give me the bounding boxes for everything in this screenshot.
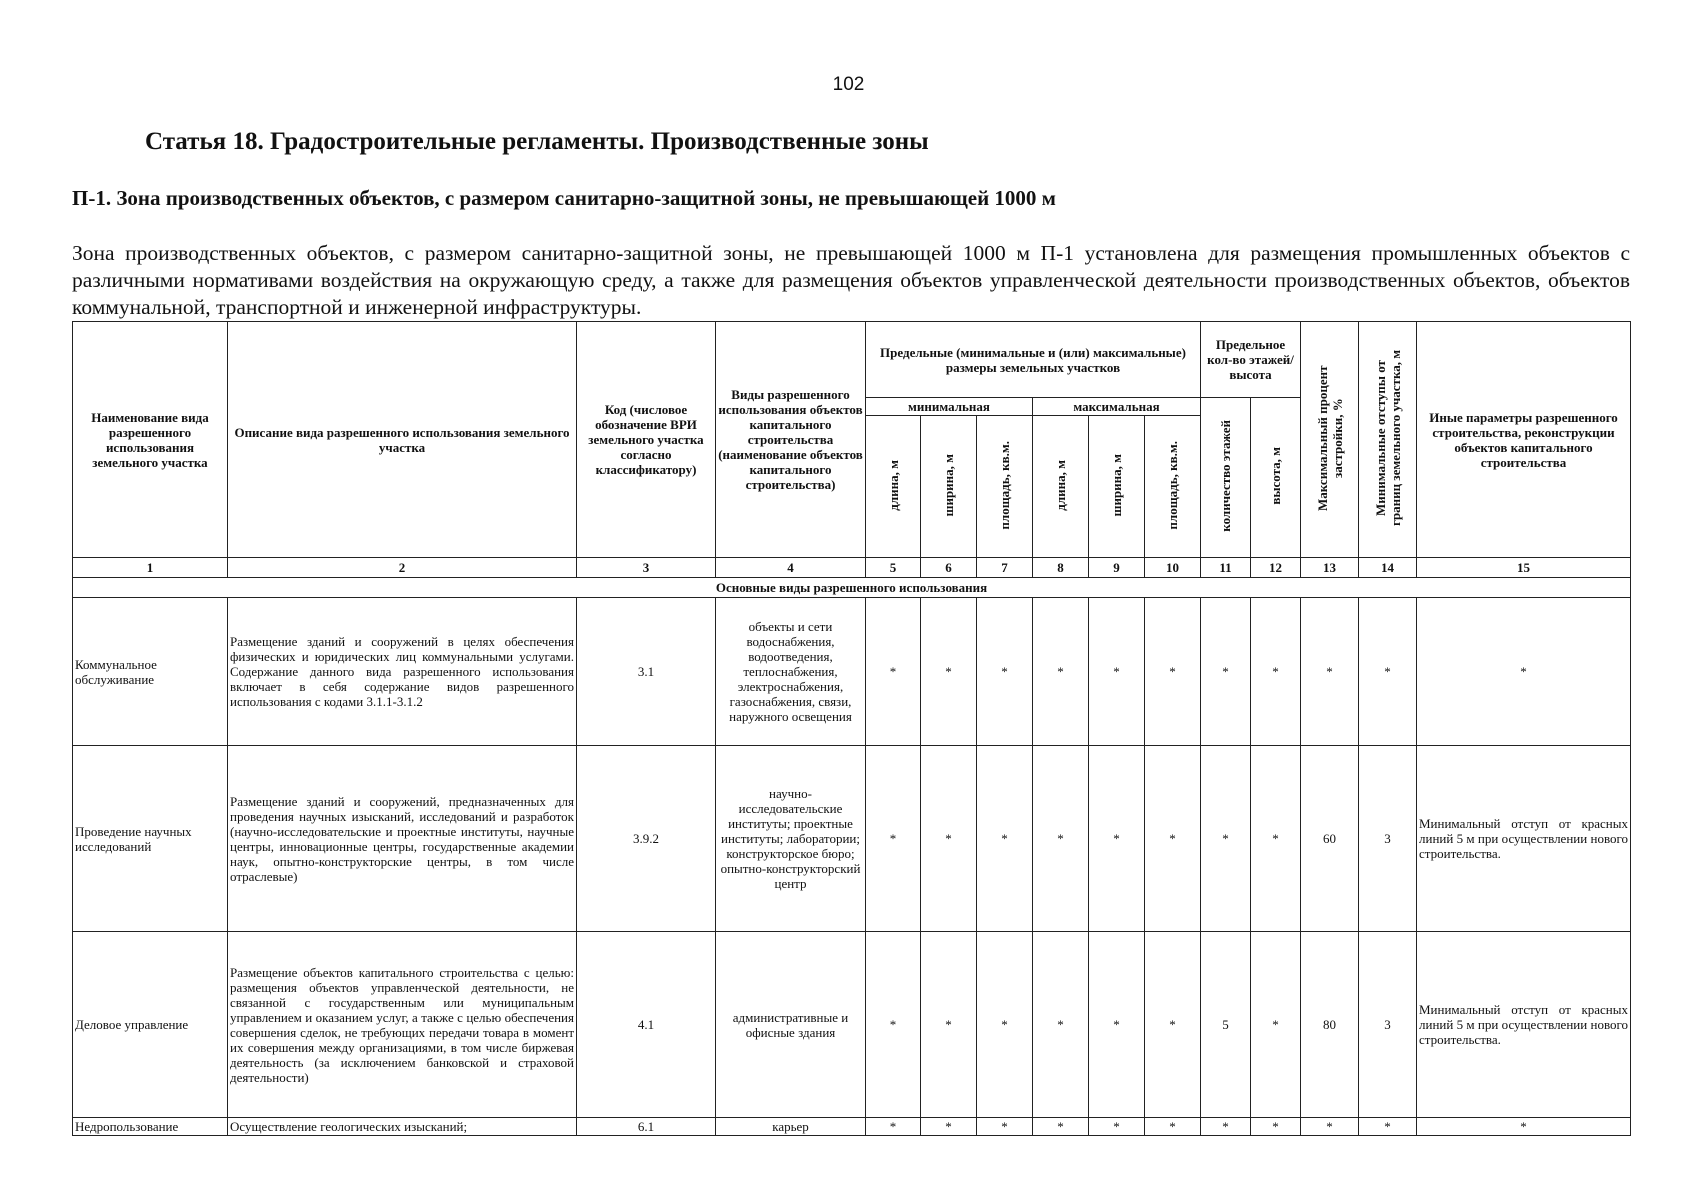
header-min: минимальная — [866, 398, 1033, 416]
row-value: * — [1201, 598, 1251, 746]
row-value: * — [977, 1118, 1033, 1136]
row-value: * — [1301, 598, 1359, 746]
header-min-length: длина, м — [885, 459, 901, 511]
row-value: * — [1251, 1118, 1301, 1136]
row-value: * — [921, 932, 977, 1118]
row-value: * — [1089, 746, 1145, 932]
column-number: 5 — [866, 558, 921, 578]
column-number: 13 — [1301, 558, 1359, 578]
row-value: * — [1033, 746, 1089, 932]
column-number: 10 — [1145, 558, 1201, 578]
header-code: Код (числовое обозначение ВРИ земельного участка согласно классификатору) — [577, 322, 716, 558]
row-value: * — [1089, 932, 1145, 1118]
column-number: 2 — [228, 558, 577, 578]
row-code: 3.9.2 — [577, 746, 716, 932]
row-value: * — [1359, 598, 1417, 746]
row-objects: научно-исследовательские институты; проектные институты; лаборатории; конструкторское бюро; опытно-конструкторский центр — [716, 746, 866, 932]
row-value: * — [1251, 598, 1301, 746]
row-value: 3 — [1359, 932, 1417, 1118]
row-value: 80 — [1301, 932, 1359, 1118]
header-max-width: ширина, м — [1109, 453, 1124, 517]
row-value: * — [921, 1118, 977, 1136]
column-number: 14 — [1359, 558, 1417, 578]
column-number: 7 — [977, 558, 1033, 578]
column-number: 4 — [716, 558, 866, 578]
column-numbers-row — [73, 558, 1631, 578]
row-name: Коммунальное обслуживание — [73, 598, 228, 746]
row-other: * — [1417, 598, 1631, 746]
header-name: Наименование вида разрешенного использования земельного участка — [73, 322, 228, 558]
column-number: 6 — [921, 558, 977, 578]
column-number: 12 — [1251, 558, 1301, 578]
row-description: Осуществление геологических изысканий; — [228, 1118, 577, 1136]
column-number: 11 — [1201, 558, 1251, 578]
table-row — [73, 746, 1631, 932]
row-value: * — [866, 598, 921, 746]
row-value: * — [1089, 598, 1145, 746]
row-value: * — [1145, 932, 1201, 1118]
row-value: * — [1145, 746, 1201, 932]
header-min-area: площадь, кв.м. — [997, 440, 1012, 530]
table-row — [73, 598, 1631, 746]
zone-title: П-1. Зона производственных объектов, с размером санитарно-защитной зоны, не превышающей 1000 м — [72, 186, 1056, 210]
header-max: максимальная — [1033, 398, 1201, 416]
row-value: * — [866, 932, 921, 1118]
row-value: * — [1033, 1118, 1089, 1136]
column-number: 1 — [73, 558, 228, 578]
header-max-area: площадь, кв.м. — [1165, 440, 1180, 530]
header-max-build: Максимальный процент застройки, % — [1314, 365, 1345, 511]
row-value: * — [1089, 1118, 1145, 1136]
row-name: Проведение научных исследований — [73, 746, 228, 932]
header-setbacks: Минимальные отступы от границ земельного участка, м — [1372, 349, 1403, 527]
row-objects: карьер — [716, 1118, 866, 1136]
row-other: Минимальный отступ от красных линий 5 м при осуществлении нового строительства. — [1417, 932, 1631, 1118]
header-other: Иные параметры разрешенного строительства, реконструкции объектов капитального строительства — [1417, 322, 1631, 558]
header-min-width: ширина, м — [941, 453, 956, 517]
row-value: * — [977, 598, 1033, 746]
row-value: * — [1033, 598, 1089, 746]
section-title: Основные виды разрешенного использования — [73, 578, 1631, 598]
row-name: Недропользование — [73, 1118, 228, 1136]
row-value: * — [1251, 746, 1301, 932]
header-floors: количество этажей — [1218, 420, 1233, 532]
row-value: * — [1033, 932, 1089, 1118]
row-value: * — [866, 746, 921, 932]
row-value: * — [977, 932, 1033, 1118]
article-title: Статья 18. Градостроительные регламенты. Производственные зоны — [145, 128, 929, 155]
row-value: * — [921, 746, 977, 932]
row-other: Минимальный отступ от красных линий 5 м при осуществлении нового строительства. — [1417, 746, 1631, 932]
row-value: * — [1201, 746, 1251, 932]
row-value: * — [1359, 1118, 1417, 1136]
header-floors-group: Предельное кол-во этажей/ высота — [1201, 322, 1301, 398]
row-objects: административные и офисные здания — [716, 932, 866, 1118]
header-objects: Виды разрешенного использования объектов капитального строительства (наименование объектов капитального строительства) — [716, 322, 866, 558]
header-height: высота, м — [1268, 447, 1283, 505]
row-value: * — [1145, 1118, 1201, 1136]
row-other: * — [1417, 1118, 1631, 1136]
page-number: 102 — [832, 74, 865, 95]
intro-paragraph: Зона производственных объектов, с размером санитарно-защитной зоны, не превышающей 1000 м П-1 установлена для размещения промышленных объектов с различными нормативами воздействия на окружающую среду, а также для размещения объектов управленческой деятельности производственных объектов, объектов коммунальной, транспортной и инженерной инфраструктуры. — [72, 241, 1630, 319]
row-value: * — [1301, 1118, 1359, 1136]
row-description: Размещение объектов капитального строительства с целью: размещения объектов управленческой деятельности, не связанной с государственным или муниципальным управлением и оказанием услуг, а также с целью обеспечения совершения сделок, не требующих передачи товара в момент их совершения между организациями, в том числе биржевая деятельность (за исключением банковской и страховой деятельности) — [228, 932, 577, 1118]
header-description: Описание вида разрешенного использования земельного участка — [228, 322, 577, 558]
row-code: 3.1 — [577, 598, 716, 746]
column-number: 8 — [1033, 558, 1089, 578]
row-value: * — [866, 1118, 921, 1136]
row-name: Деловое управление — [73, 932, 228, 1118]
column-number: 3 — [577, 558, 716, 578]
row-description: Размещение зданий и сооружений, предназначенных для проведения научных изысканий, исследований и разработок (научно-исследовательские и проектные институты, научные центры, инновационные центры, государственные академии наук, опытно-конструкторские центры, в том числе отраслевые) — [228, 746, 577, 932]
row-value: 5 — [1201, 932, 1251, 1118]
row-value: * — [1145, 598, 1201, 746]
row-description: Размещение зданий и сооружений в целях обеспечения физических и юридических лиц коммунальными услугами. Содержание данного вида разрешенного использования включает в себя содержание видов разрешенного использования с кодами 3.1.1-3.1.2 — [228, 598, 577, 746]
row-value: * — [977, 746, 1033, 932]
header-limits: Предельные (минимальные и (или) максимальные) размеры земельных участков — [866, 322, 1201, 398]
regulations-table — [72, 321, 1631, 1136]
table-row — [73, 1118, 1631, 1136]
row-value: * — [921, 598, 977, 746]
row-value: * — [1251, 932, 1301, 1118]
row-objects: объекты и сети водоснабжения, водоотведения, теплоснабжения, электроснабжения, газоснабжения, связи, наружного освещения — [716, 598, 866, 746]
header-max-length: длина, м — [1053, 459, 1068, 511]
row-code: 4.1 — [577, 932, 716, 1118]
row-value: 60 — [1301, 746, 1359, 932]
column-number: 15 — [1417, 558, 1631, 578]
row-code: 6.1 — [577, 1118, 716, 1136]
column-number: 9 — [1089, 558, 1145, 578]
row-value: 3 — [1359, 746, 1417, 932]
row-value: * — [1201, 1118, 1251, 1136]
table-row — [73, 932, 1631, 1118]
